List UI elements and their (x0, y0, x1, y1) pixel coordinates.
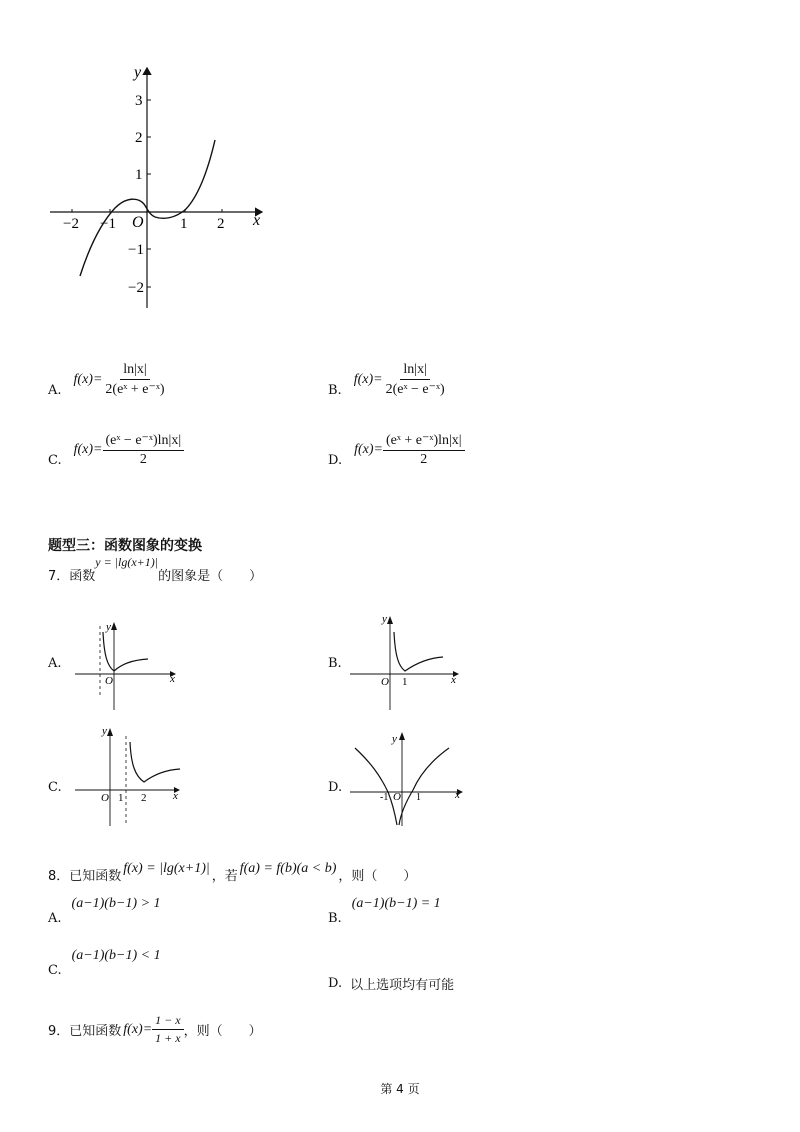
y-tick-label: 1 (135, 167, 143, 183)
option-formula: (a−1)(b−1) > 1 (71, 896, 161, 911)
option-letter: C. (48, 963, 62, 978)
axis-label-y: y (392, 733, 397, 745)
origin-label: O (132, 214, 144, 231)
formula-lhs: f(x)= (73, 442, 103, 457)
origin-label: O (393, 791, 401, 803)
q8-option-d[interactable] (328, 974, 454, 993)
q8-stem (48, 860, 417, 884)
q9-formula (123, 1013, 183, 1046)
origin-label: O (105, 675, 113, 687)
y-tick-label: 2 (135, 130, 143, 146)
axis-label-x: x (170, 673, 175, 685)
numerator: ln|x| (120, 362, 150, 380)
denominator: 2(eˣ − e⁻ˣ) (385, 382, 445, 397)
q7-option-d-graph[interactable] (345, 730, 470, 830)
x-tick-label: 1 (180, 216, 188, 232)
option-letter: C. (48, 452, 62, 468)
numerator: (eˣ − e⁻ˣ)ln|x| (103, 432, 185, 451)
option-formula (354, 362, 448, 398)
denominator: 2 (420, 452, 428, 467)
page-number: 第 4 页 (380, 1082, 420, 1096)
q7-option-b-letter[interactable]: B. (328, 656, 342, 671)
q8-option-b[interactable] (328, 896, 441, 926)
q7-option-a-graph[interactable] (70, 618, 185, 713)
axis-label-x: x (173, 790, 178, 802)
option-letter: A. (48, 382, 62, 398)
q7-option-b-graph[interactable] (345, 610, 465, 715)
axis-label-y: y (106, 621, 111, 633)
formula-lhs: f(x)= (73, 372, 103, 387)
question-number: 8．已知函数 (48, 869, 122, 884)
y-tick-label: −1 (128, 242, 144, 258)
option-formula (74, 362, 168, 398)
question-tail: 的图象是（ ） (158, 569, 263, 584)
tick-label: 2 (141, 792, 147, 804)
fraction (103, 432, 185, 468)
fraction (383, 362, 448, 398)
axis-label-y: y (382, 613, 387, 625)
y-tick-label: −2 (128, 280, 144, 296)
origin-label: O (101, 792, 109, 804)
q9-stem (48, 1013, 262, 1046)
fraction (383, 432, 465, 468)
fraction (102, 362, 167, 398)
tick-label: -1 (380, 792, 389, 803)
option-letter: D. (328, 452, 343, 468)
option-letter: A. (48, 911, 62, 926)
section-title: 题型三：函数图象的变换 (48, 538, 202, 554)
tick-label: 1 (402, 676, 408, 688)
numerator: ln|x| (400, 362, 430, 380)
q8-formula: f(x) = |lg(x+1)| (123, 860, 210, 876)
main-function-graph (40, 60, 280, 320)
question-mid: ，若 (211, 869, 238, 884)
x-axis-label: x (253, 212, 261, 229)
option-letter: D. (328, 976, 343, 991)
numerator: 1 − x (152, 1013, 183, 1030)
option-formula: (a−1)(b−1) = 1 (351, 896, 441, 911)
axis-label-x: x (451, 674, 456, 686)
formula-lhs: f(x)= (354, 442, 383, 457)
formula-lhs: f(x)= (353, 372, 383, 387)
tick-label: 1 (416, 792, 421, 803)
numerator: (eˣ + e⁻ˣ)ln|x| (383, 432, 465, 451)
denominator: 1 + x (155, 1031, 181, 1045)
tick-label: 1 (118, 792, 124, 804)
y-axis-label: y (134, 64, 142, 81)
denominator: 2 (139, 452, 147, 467)
formula-lhs: f(x)= (123, 1021, 153, 1037)
q7-option-a-letter[interactable]: A. (48, 656, 62, 671)
x-tick-label: 2 (217, 216, 225, 232)
option-text: 以上选项均有可能 (350, 978, 455, 993)
q7-formula: y = |lg(x+1)| (95, 555, 159, 569)
q7-stem (48, 555, 263, 584)
q6-option-d[interactable] (328, 432, 465, 468)
q7-option-c-letter[interactable]: C. (48, 780, 62, 795)
question-number: 7．函数 (48, 569, 96, 584)
fraction (152, 1013, 183, 1046)
option-letter: B. (328, 911, 342, 926)
x-tick-label: −2 (63, 216, 79, 232)
axis-label-y: y (102, 725, 107, 737)
y-tick-label: 3 (135, 93, 143, 109)
option-formula (74, 432, 185, 468)
x-tick-label: −1 (100, 216, 116, 232)
q7-option-d-letter[interactable]: D. (328, 780, 343, 795)
option-formula: (a−1)(b−1) < 1 (71, 948, 161, 963)
question-tail: ，则（ ） (338, 869, 417, 884)
question-tail: ，则（ ） (183, 1024, 262, 1039)
denominator: 2(eˣ + e⁻ˣ) (105, 382, 165, 397)
q6-option-a[interactable] (48, 362, 168, 398)
option-letter: B. (328, 382, 342, 398)
q7-option-c-graph[interactable] (70, 722, 190, 830)
origin-label: O (381, 676, 389, 688)
q6-option-c[interactable] (48, 432, 184, 468)
q8-option-a[interactable] (48, 896, 161, 926)
question-number: 9．已知函数 (48, 1024, 122, 1039)
axis-label-x: x (455, 789, 460, 801)
q8-option-c[interactable] (48, 948, 161, 978)
q6-option-b[interactable] (328, 362, 448, 398)
option-formula (354, 432, 465, 468)
q8-condition: f(a) = f(b)(a < b) (239, 860, 337, 876)
